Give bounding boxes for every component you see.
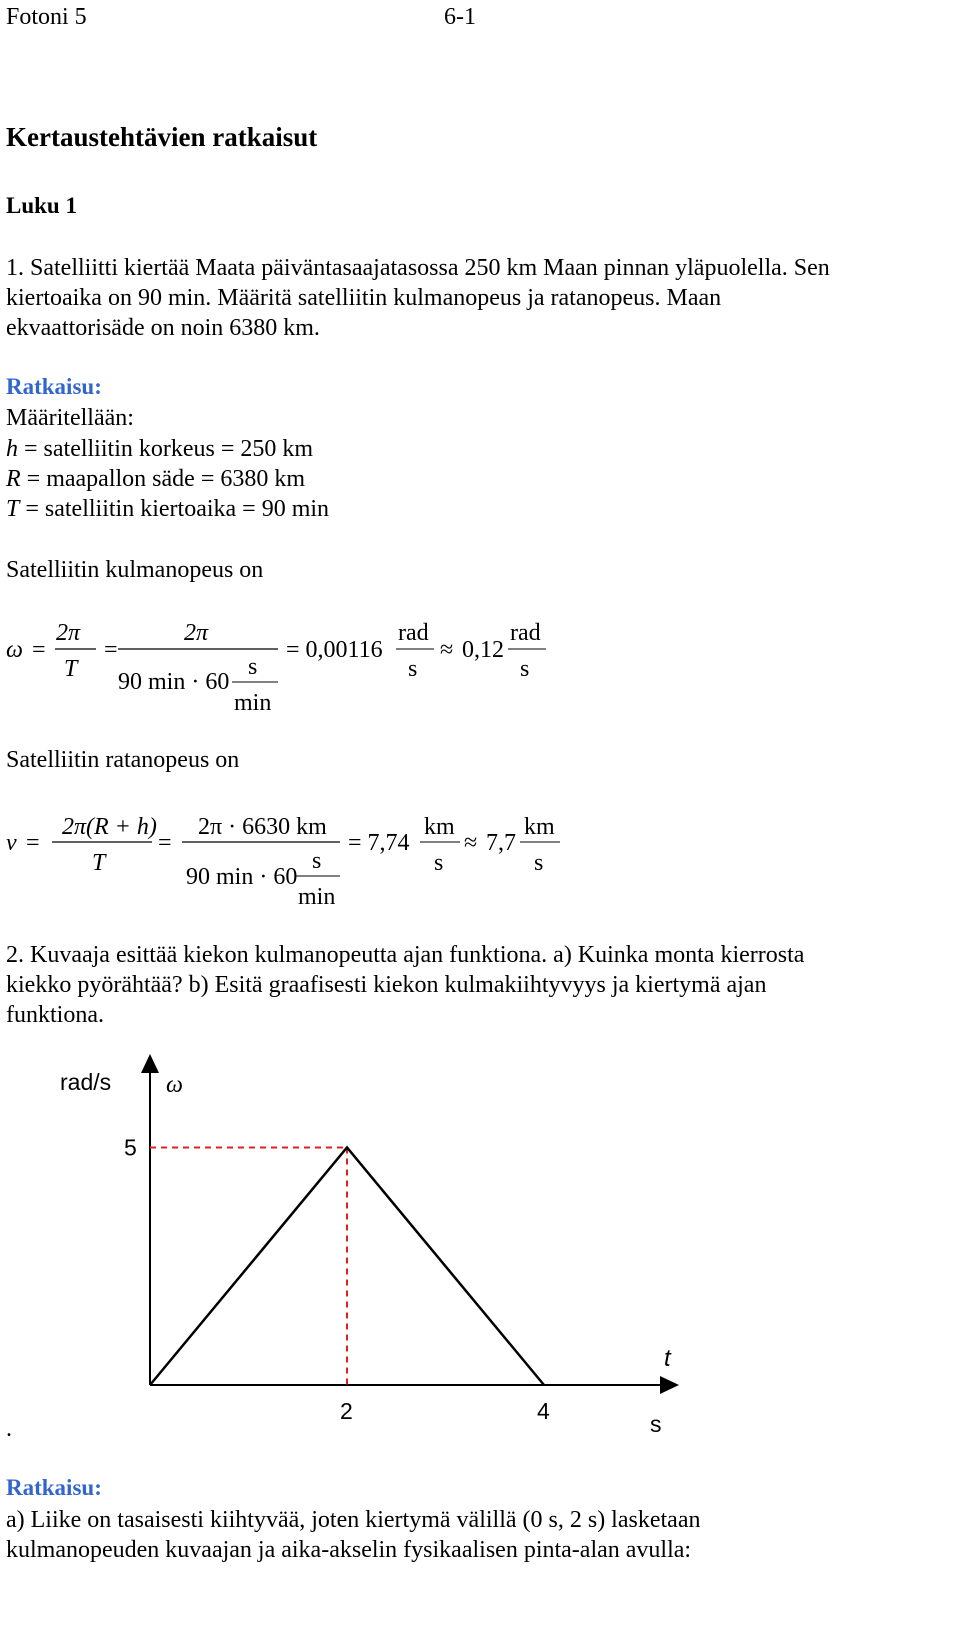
problem1-line-2: kiertoaika on 90 min. Määritä satelliitin kulmanopeus ja ratanopeus. Maan bbox=[6, 285, 722, 311]
x-axis-unit: s bbox=[650, 1411, 662, 1437]
angular-velocity-label: Satelliitin kulmanopeus on bbox=[6, 557, 264, 583]
eq1-unit-s: s bbox=[248, 654, 258, 680]
eq2-km-2: km bbox=[524, 814, 555, 840]
page-title: Kertaustehtävien ratkaisut bbox=[6, 122, 318, 152]
definition-h: h = satelliitin korkeus = 250 km bbox=[6, 436, 314, 462]
problem1-line-1: 1. Satelliitti kiertää Maata päiväntasaajatasossa 250 km Maan pinnan yläpuolella. Sen bbox=[6, 255, 830, 281]
x-tick-label: 2 bbox=[340, 1398, 353, 1424]
solution2-line-1: a) Liike on tasaisesti kiihtyvää, joten kiertymä välillä (0 s, 2 s) lasketaan bbox=[6, 1507, 701, 1533]
eq1-numerator-2: 2π bbox=[184, 620, 209, 646]
stray-dot: . bbox=[6, 1416, 12, 1442]
omega-symbol: ω bbox=[6, 637, 23, 663]
eq2-equals-1: = bbox=[26, 830, 40, 856]
solution1-intro: Määritellään: bbox=[6, 405, 134, 431]
eq2-equals-2: = bbox=[158, 830, 172, 856]
eq1-equals-1: = bbox=[32, 637, 46, 663]
linear-velocity-label: Satelliitin ratanopeus on bbox=[6, 747, 240, 773]
eq1-approx: ≈ bbox=[440, 637, 454, 663]
eq1-numerator-1: 2π bbox=[56, 620, 81, 646]
x-axis-symbol: t bbox=[664, 1345, 671, 1372]
header-right: 6-1 bbox=[444, 4, 476, 30]
eq1-value-1: = 0,00116 bbox=[286, 637, 383, 663]
linear-velocity-equation bbox=[0, 802, 960, 914]
eq1-unit-min: min bbox=[234, 690, 272, 716]
eq2-s-1: s bbox=[434, 850, 444, 876]
eq2-approx: ≈ bbox=[464, 830, 478, 856]
eq1-value-2: 0,12 bbox=[462, 637, 504, 663]
problem2-line-1: 2. Kuvaaja esittää kiekon kulmanopeutta ajan funktiona. a) Kuinka monta kierrosta bbox=[6, 942, 805, 968]
eq2-unit-s: s bbox=[312, 848, 322, 874]
eq2-unit-min: min bbox=[298, 884, 336, 910]
eq2-value-2: 7,7 bbox=[486, 830, 516, 856]
y-axis-unit: rad/s bbox=[60, 1069, 112, 1095]
eq1-equals-2: = bbox=[104, 637, 118, 663]
definition-R: R = maapallon säde = 6380 km bbox=[6, 466, 306, 492]
problem2-line-2: kiekko pyörähtää? b) Esitä graafisesti kiekon kulmakiihtyvyys ja kiertymä ajan bbox=[6, 972, 767, 998]
eq2-numerator-2: 2π · 6630 km bbox=[198, 814, 327, 840]
eq2-s-2: s bbox=[534, 850, 544, 876]
eq1-rad-1: rad bbox=[398, 620, 429, 646]
eq2-numerator-1: 2π(R + h) bbox=[62, 814, 157, 840]
eq2-denominator: 90 min · 60 bbox=[186, 864, 298, 890]
eq1-s-2: s bbox=[520, 656, 530, 682]
eq2-denominator-T: T bbox=[92, 850, 106, 876]
y-axis-arrow bbox=[141, 1054, 159, 1073]
x-tick-label: 4 bbox=[537, 1398, 550, 1424]
solution2-line-2: kulmanopeuden kuvaajan ja aika-akselin fysikaalisen pinta-alan avulla: bbox=[6, 1537, 692, 1563]
eq2-value-1: = 7,74 bbox=[348, 830, 410, 856]
angular-velocity-chart bbox=[0, 1040, 960, 1460]
eq1-denominator-T: T bbox=[64, 656, 78, 682]
definition-T: T = satelliitin kiertoaika = 90 min bbox=[6, 496, 330, 522]
problem2-line-3: funktiona. bbox=[6, 1002, 104, 1028]
eq1-denominator: 90 min · 60 bbox=[118, 669, 230, 695]
solution2-label: Ratkaisu: bbox=[6, 1475, 102, 1500]
angular-velocity-equation bbox=[0, 610, 960, 720]
eq1-rad-2: rad bbox=[510, 620, 541, 646]
x-axis-arrow bbox=[660, 1376, 679, 1394]
solution1-label: Ratkaisu: bbox=[6, 374, 102, 399]
eq1-s-1: s bbox=[408, 656, 418, 682]
v-symbol: v bbox=[6, 830, 17, 856]
problem1-line-3: ekvaattorisäde on noin 6380 km. bbox=[6, 315, 320, 341]
y-axis-symbol: ω bbox=[166, 1072, 183, 1098]
eq2-km-1: km bbox=[424, 814, 455, 840]
chapter-heading: Luku 1 bbox=[6, 193, 77, 218]
header-left: Fotoni 5 bbox=[6, 4, 87, 30]
y-tick-label: 5 bbox=[124, 1134, 137, 1161]
